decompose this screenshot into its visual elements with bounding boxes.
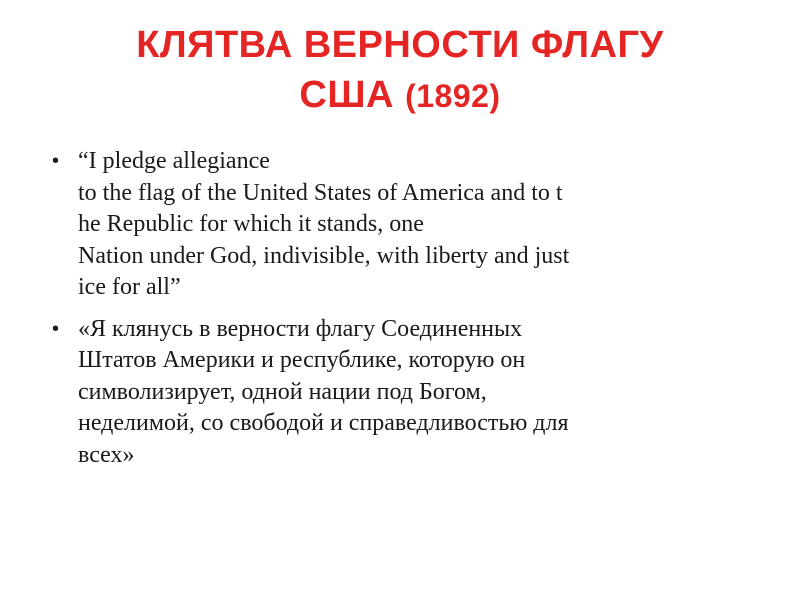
title-line-1: КЛЯТВА ВЕРНОСТИ ФЛАГУ — [136, 24, 664, 66]
bullet-russian-pledge — [52, 314, 762, 472]
bullet-marker: • — [52, 150, 60, 172]
text-line: to the flag of the United States of America and to t — [78, 179, 563, 206]
bullet-text — [78, 146, 762, 304]
text-line: Штатов Америки и республике, которую он — [78, 347, 526, 373]
bullet-list — [52, 146, 762, 481]
title-country: США — [299, 74, 406, 116]
text-line: всех» — [78, 441, 135, 468]
text-line: «Я клянусь в верности флагу Соединенных — [78, 315, 523, 342]
bullet-marker: • — [52, 317, 60, 340]
bullet-text — [78, 314, 762, 472]
title-line-2 — [0, 70, 800, 121]
text-line: ice for all” — [78, 274, 181, 300]
text-line: “I pledge allegiance — [78, 148, 270, 174]
text-line: he Republic for which it stands, one — [78, 211, 424, 237]
text-line: Nation under God, indivisible, with liberty and just — [78, 242, 570, 269]
slide-title — [0, 20, 800, 121]
text-line: неделимой, со свободой и справедливостью для — [78, 410, 569, 436]
title-year: (1892) — [405, 78, 501, 114]
bullet-english-pledge — [52, 146, 762, 304]
text-line: символизирует, одной нации под Богом, — [78, 378, 487, 405]
